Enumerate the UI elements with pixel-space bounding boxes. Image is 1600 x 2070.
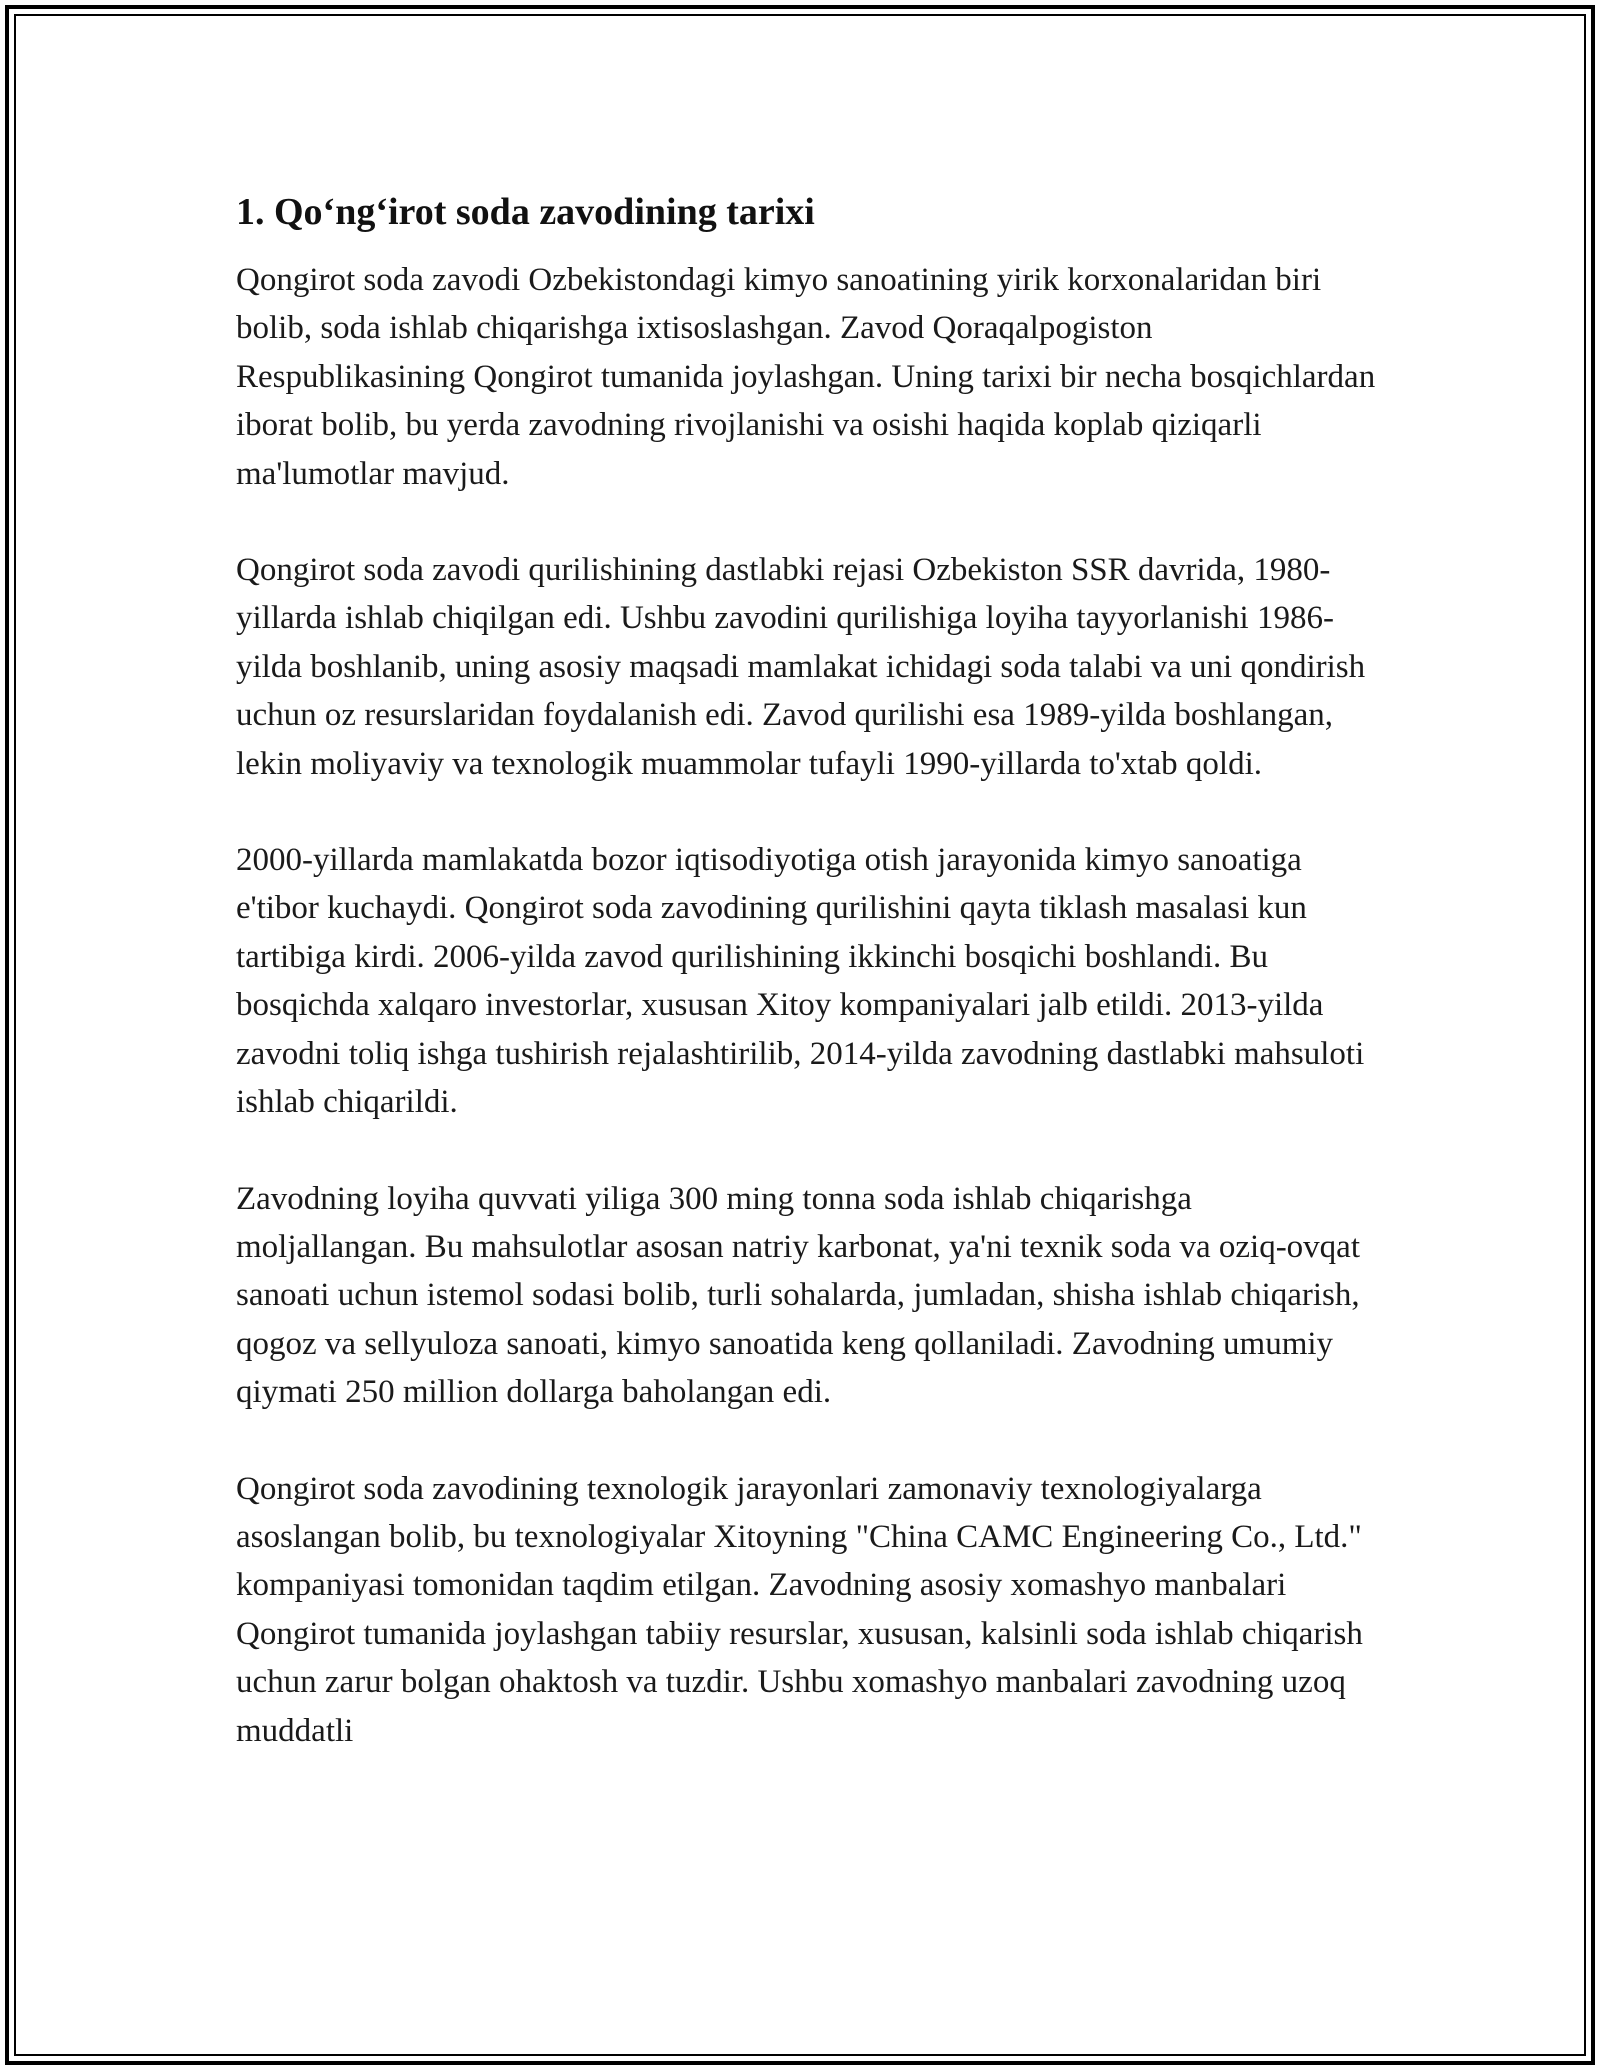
- paragraph-4: Zavodning loyiha quvvati yiliga 300 ming tonna soda ishlab chiqarishga moljallangan. Bu mahsulotlar asosan natriy karbonat, ya'ni texnik soda va oziq-ovqat sanoati uchun istemol sodasi bolib, turli sohalarda, jumladan, shisha ishlab chiqarish, qogoz va sellyuloza sanoati, kimyo sanoatida keng qollaniladi. Zavodning umumiy qiymati 250 million dollarga baholangan edi.: [236, 1180, 1360, 1411]
- paragraph-1: Qongirot soda zavodi Ozbekistondagi kimyo sanoatining yirik korxonalaridan biri bolib, soda ishlab chiqarishga ixtisoslashgan. Zavod Qoraqalpogiston Respublikasining Qongirot tumanida joylashgan. Uning tarixi bir necha bosqichlardan iborat bolib, bu yerda zavodning rivojlanishi va osishi haqida koplab qiziqarli ma'lumotlar mavjud.: [236, 262, 1376, 492]
- section-heading: 1. Qo‘ng‘irot soda zavodining tarixi: [236, 191, 815, 233]
- paragraph-2: Qongirot soda zavodi qurilishining dastlabki rejasi Ozbekiston SSR davrida, 1980-yillarda ishlab chiqilgan edi. Ushbu zavodini qurilishiga loyiha tayyorlanishi 1986-yilda boshlanib, uning asosiy maqsadi mamlakat ichidagi soda talabi va uni qondirish uchun oz resurslaridan foydalanish edi. Zavod qurilishi esa 1989-yilda boshlangan, lekin moliyaviy va texnologik muammolar tufayli 1990-yillarda to'xtab qoldi.: [236, 552, 1366, 782]
- paragraph-5: Qongirot soda zavodining texnologik jarayonlari zamonaviy texnologiyalarga asoslangan bolib, bu texnologiyalar Xitoyning "China CAMC Engineering Co., Ltd." kompaniyasi tomonidan taqdim etilgan. Zavodning asosiy xomashyo manbalari Qongirot tumanida joylashgan tabiiy resurslar, xususan, kalsinli soda ishlab chiqarish uchun zarur bolgan ohaktosh va tuzdir. Ushbu xomashyo manbalari zavodning uzoq muddatli: [236, 1470, 1363, 1749]
- document-body: [236, 186, 1376, 1803]
- paragraph-3: 2000-yillarda mamlakatda bozor iqtisodiyotiga otish jarayonida kimyo sanoatiga e'tibor kuchaydi. Qongirot soda zavodining qurilishini qayta tiklash masalasi kun tartibiga kirdi. 2006-yilda zavod qurilishining ikkinchi bosqichi boshlandi. Bu bosqichda xalqaro investorlar, xususan Xitoy kompaniyalari jalb etildi. 2013-yilda zavodni toliq ishga tushirish rejalashtirilib, 2014-yilda zavodning dastlabki mahsuloti ishlab chiqarildi.: [236, 842, 1365, 1121]
